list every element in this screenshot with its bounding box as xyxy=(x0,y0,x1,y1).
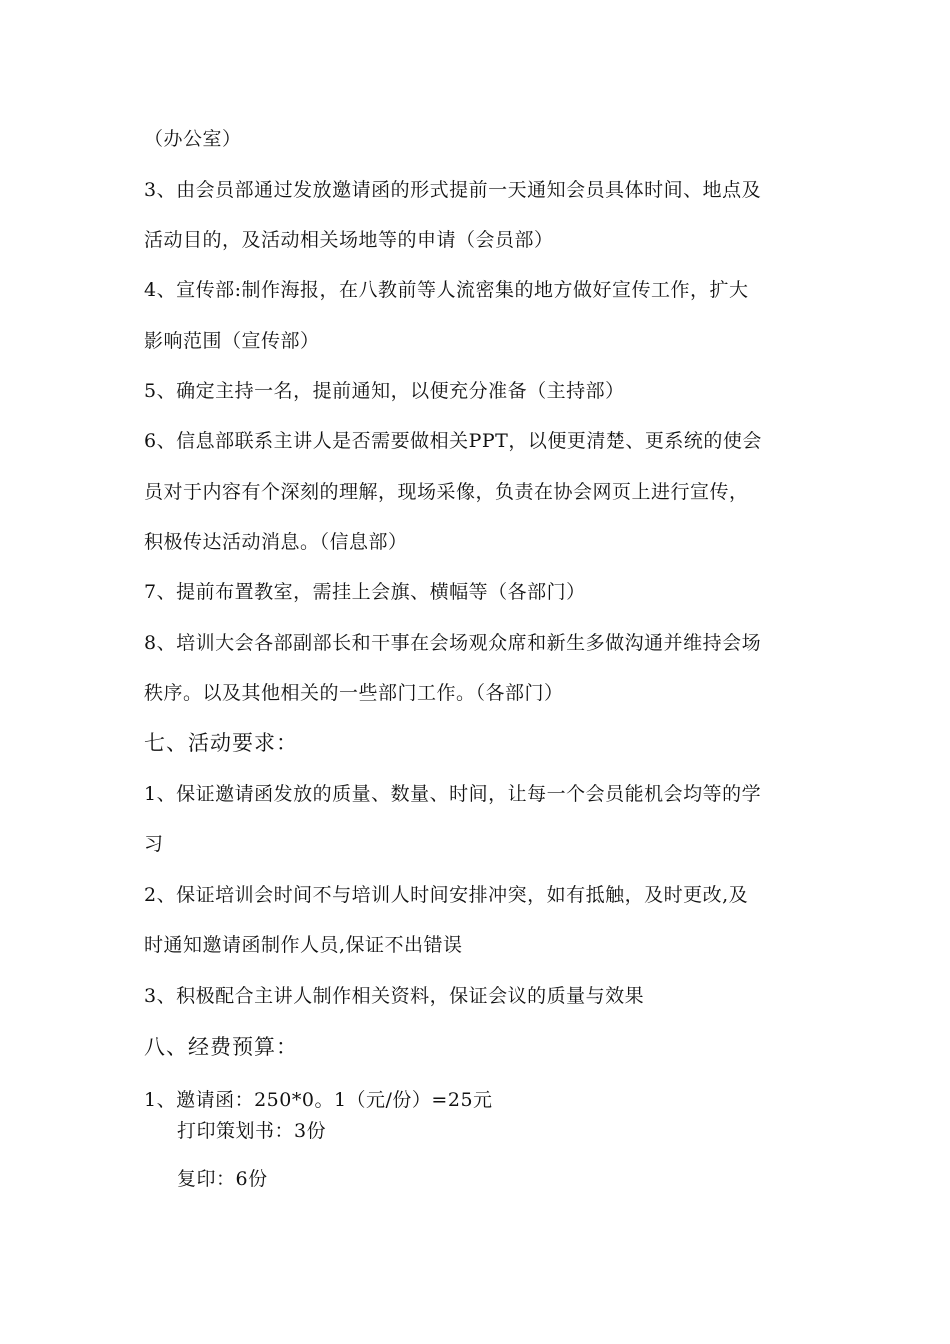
text-line-item-4-cont: 影响范围（宣传部） xyxy=(144,330,320,352)
text-line-req-1-cont: 习 xyxy=(144,833,164,855)
section-heading-budget: 八、经费预算： xyxy=(144,1035,298,1059)
text-line-item-5: 5、确定主持一名，提前通知，以便充分准备（主持部） xyxy=(144,380,625,402)
text-line-item-3: 3、由会员部通过发放邀请函的形式提前一天通知会员具体时间、地点及 xyxy=(144,179,762,201)
text-line-req-1: 1、保证邀请函发放的质量、数量、时间，让每一个会员能机会均等的学 xyxy=(144,783,762,805)
text-line-budget-print: 打印策划书：3份 xyxy=(177,1120,327,1142)
text-line-req-3: 3、积极配合主讲人制作相关资料，保证会议的质量与效果 xyxy=(144,985,645,1007)
text-line-item-4: 4、宣传部:制作海报，在八教前等人流密集的地方做好宣传工作，扩大 xyxy=(144,279,749,301)
text-line-item-6: 6、信息部联系主讲人是否需要做相关PPT，以便更清楚、更系统的使会 xyxy=(144,430,762,452)
text-line-office: （办公室） xyxy=(144,128,242,150)
text-line-req-2-cont: 时通知邀请函制作人员,保证不出错误 xyxy=(144,934,463,956)
text-line-item-6-cont: 员对于内容有个深刻的理解，现场采像，负责在协会网页上进行宣传， xyxy=(144,481,749,503)
section-heading-requirements: 七、活动要求： xyxy=(144,731,298,755)
text-line-item-8-cont: 秩序。以及其他相关的一些部门工作。（各部门） xyxy=(144,682,564,704)
text-line-budget-1: 1、邀请函：250*0。1（元/份）=25元 xyxy=(144,1089,493,1111)
text-line-item-8: 8、培训大会各部副部长和干事在会场观众席和新生多做沟通并维持会场 xyxy=(144,632,762,654)
text-line-req-2: 2、保证培训会时间不与培训人时间安排冲突，如有抵触，及时更改,及 xyxy=(144,884,749,906)
text-line-budget-copy: 复印：6份 xyxy=(177,1168,268,1190)
text-line-item-6-end: 积极传达活动消息。（信息部） xyxy=(144,531,408,553)
text-line-item-7: 7、提前布置教室，需挂上会旗、横幅等（各部门） xyxy=(144,581,586,603)
text-line-item-3-cont: 活动目的，及活动相关场地等的申请（会员部） xyxy=(144,229,554,251)
